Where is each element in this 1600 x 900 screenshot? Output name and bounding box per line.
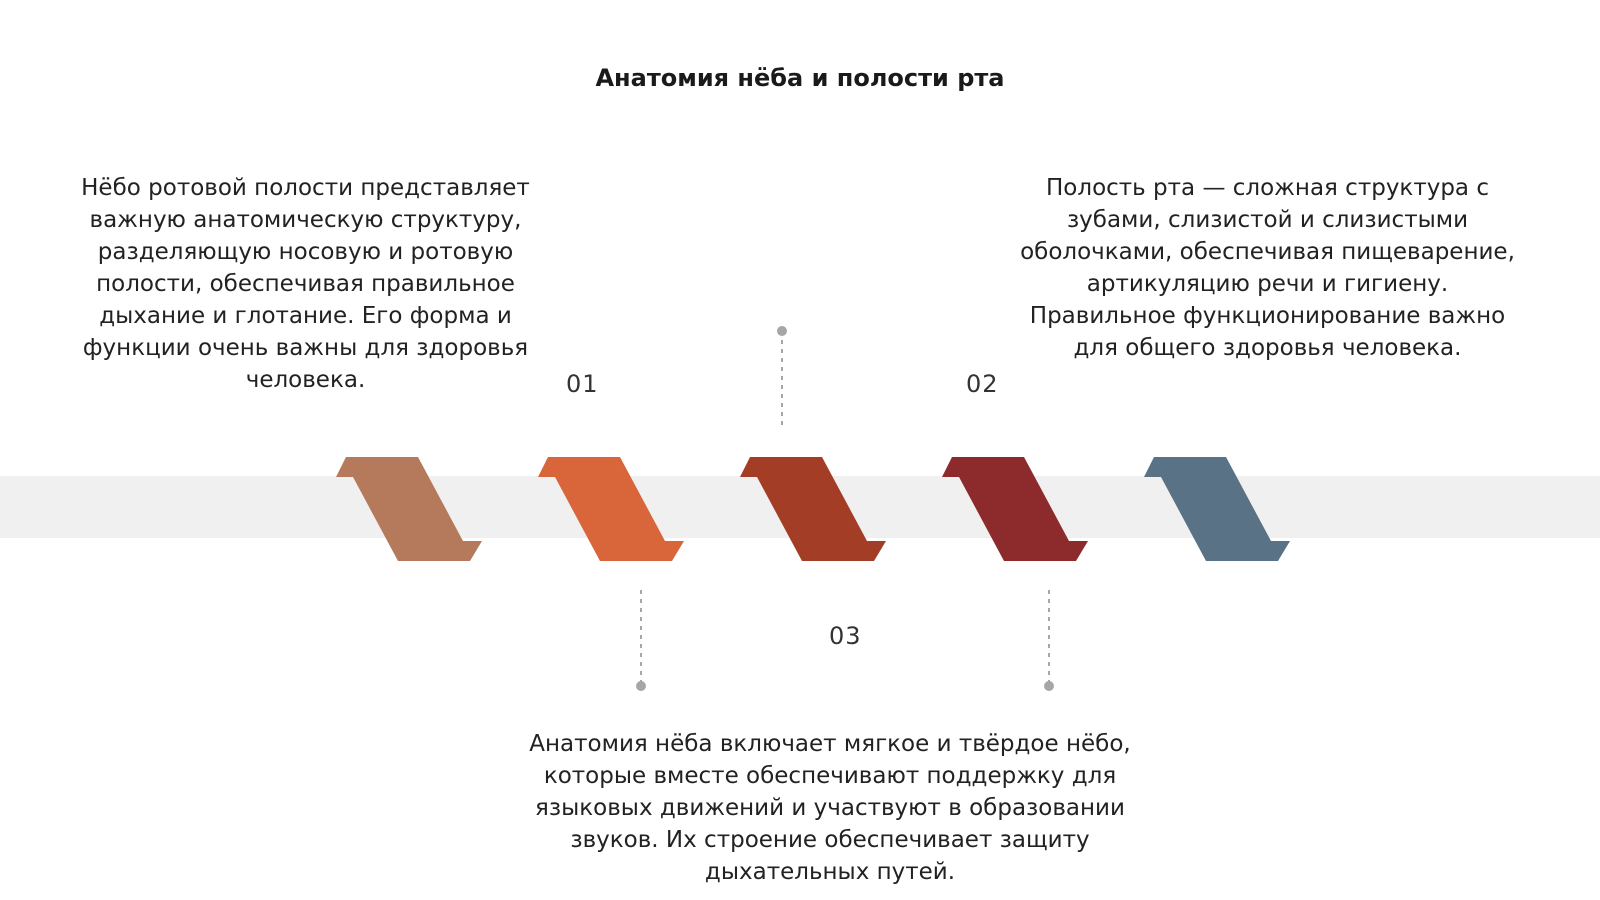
step-1-number: 01 xyxy=(566,370,599,398)
connector-bottom-right xyxy=(1044,590,1054,691)
step-2-number: 02 xyxy=(966,370,999,398)
connector-top xyxy=(777,326,787,430)
step-3-number: 03 xyxy=(829,622,862,650)
connector-dot xyxy=(777,326,787,336)
connector-bottom-left xyxy=(636,590,646,691)
connector-dot xyxy=(1044,681,1054,691)
connector-dot xyxy=(636,681,646,691)
slide-title: Анатомия нёба и полости рта xyxy=(595,64,1005,92)
step-3-text: Анатомия нёба включает мягкое и твёрдое нёбо, которые вместе обеспечивают поддержку для языковых движений и участвуют в образовании звуков. Их строение обеспечивает защиту дыхательных путей. xyxy=(529,731,1131,885)
step-1-text: Нёбо ротовой полости представляет важную анатомическую структуру, разделяющую носовую и ротовую полости, обеспечивая правильное дыхание и глотание. Его форма и функции очень важны для здоровья человека. xyxy=(81,175,530,393)
step-2-text: Полость рта — сложная структура с зубами, слизистой и слизистыми оболочками, обеспечивая пищеварение, артикуляцию речи и гигиену. Правильное функционирование важно для общего здоровья человека. xyxy=(1020,175,1515,361)
